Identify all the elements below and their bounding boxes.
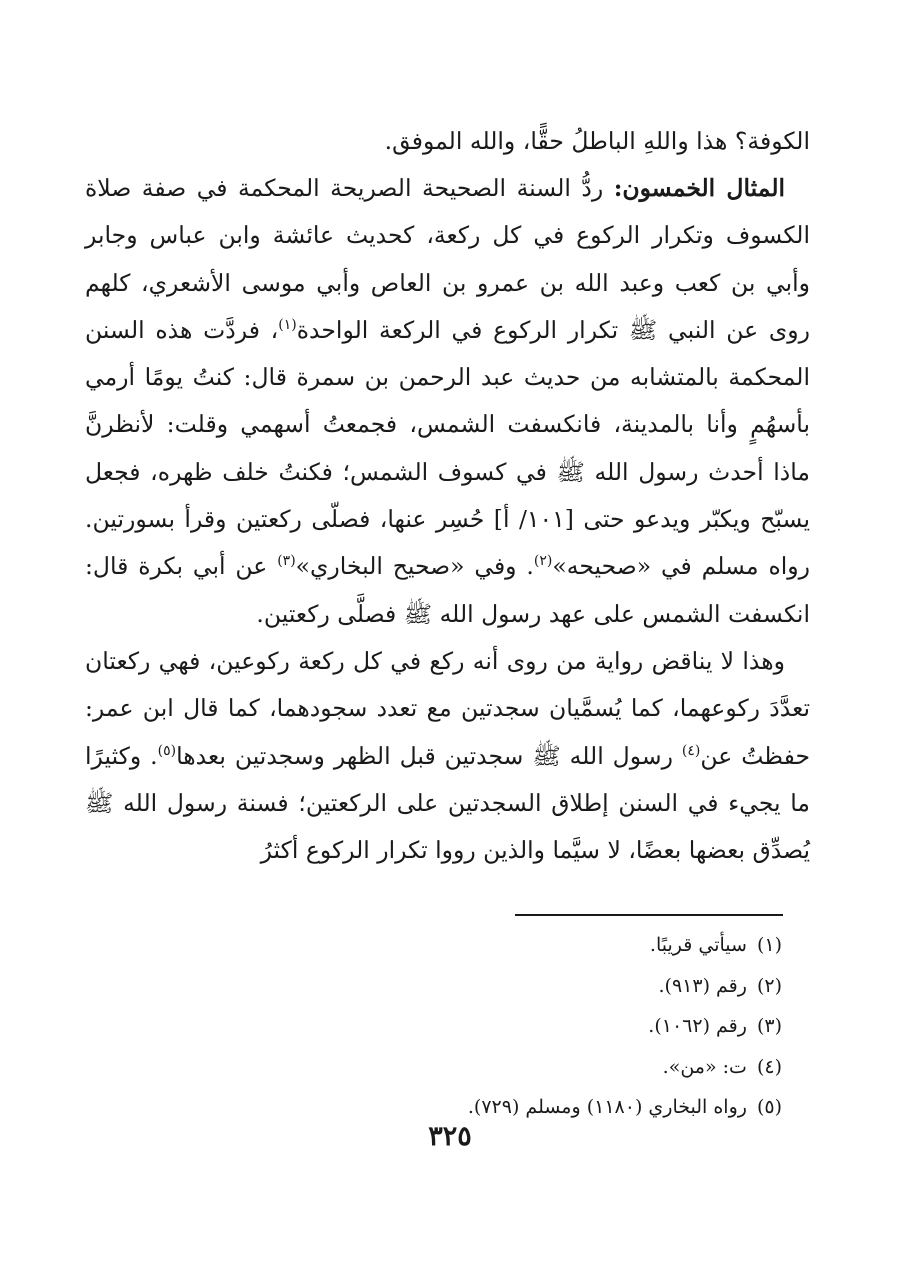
paragraph-3-part-3: . وكثيرًا ما يجيء في السنن إطلاق السجدتين على الركعتين؛ فسنة رسول الله ﷺ يُصدِّق بعضها بعضًا، لا سيَّما والذين رووا تكرار الركوع أكثرُ	[85, 741, 810, 865]
footnote-number: (٣)	[756, 1015, 782, 1037]
page-number: ٣٢٥	[428, 1121, 472, 1152]
paragraph-2-part-4: عن أبي بكرة قال: انكسفت الشمس على عهد رسول الله ﷺ فصلَّى ركعتين.	[85, 552, 810, 628]
footnote-text: رقم (٩١٣).	[658, 974, 747, 997]
footnote-ref-2[interactable]: (٢)	[533, 553, 553, 570]
paragraph-2-part-1: ردُّ السنة الصحيحة الصريحة المحكمة في صفة صلاة الكسوف وتكرار الركوع في كل ركعة، كحديث عائشة وابن عباس وجابر وأبي بن كعب وعبد الله بن عمرو بن العاص وأبي موسى الأشعري، كلهم روى عن النبي ﷺ تكرار الركوع في الركعة الواحدة	[85, 174, 810, 344]
footnote-divider	[515, 914, 783, 916]
footnote-ref-4[interactable]: (٤)	[681, 742, 701, 759]
footnote-text: سيأتي قريبًا.	[649, 934, 747, 956]
paragraph-continuation	[85, 118, 810, 165]
footnote-number: (٥)	[756, 1096, 782, 1118]
paragraph-explanation	[85, 638, 810, 874]
footnote-number: (١)	[756, 934, 782, 956]
paragraph-1-text: الكوفة؟ هذا واللهِ الباطلُ حقًّا، والله الموفق.	[384, 127, 810, 155]
paragraph-2-part-2: ، فردَّت هذه السنن المحكمة بالمتشابه من حديث عبد الرحمن بن سمرة قال: كنتُ يومًا أرمي بأسهُمٍ وأنا بالمدينة، فانكسفت الشمس، فجمعتُ أسهمي وقلت: لأنظرنَّ ماذا أحدث رسول الله ﷺ في كسوف الشمس؛ فكنتُ خلف ظهره، فجعل يسبّح ويكبّر ويدعو حتى [١٠١/ أ] حُسِر عنها، فصلّى ركعتين وقرأ بسورتين. رواه مسلم في «صحيحه»	[85, 315, 810, 581]
paragraph-3-part-1: وهذا لا يناقض رواية من روى أنه ركع في كل ركعة ركوعين، فهي ركعتان تعدَّدَ ركوعهما، كما يُسمَّيان سجدتين مع تعدد سجودهما، كما قال ابن عمر: حفظتُ عن	[85, 647, 810, 770]
footnote-text: رقم (١٠٦٢).	[648, 1015, 747, 1037]
footnote-text: ت: «من».	[662, 1055, 747, 1078]
paragraph-example-fifty	[85, 165, 810, 638]
footnote-item	[382, 925, 782, 966]
footnote-number: (٤)	[756, 1055, 782, 1078]
footnote-item	[382, 966, 782, 1007]
footnote-item	[382, 1006, 782, 1047]
footnote-item	[382, 1047, 782, 1088]
footnote-text: رواه البخاري (١١٨٠) ومسلم (٧٢٩).	[467, 1096, 747, 1118]
example-heading: المثال الخمسون:	[613, 174, 786, 202]
paragraph-2-part-3: . وفي «صحيح البخاري»	[295, 552, 534, 581]
paragraph-3-part-2: رسول الله ﷺ سجدتين قبل الظهر وسجدتين بعدها	[176, 741, 682, 770]
footnotes-section	[382, 925, 782, 1128]
footnote-number: (٢)	[756, 974, 782, 997]
footnote-ref-1[interactable]: (١)	[278, 317, 297, 334]
footnote-ref-5[interactable]: (٥)	[157, 742, 177, 759]
footnote-ref-3[interactable]: (٣)	[277, 553, 296, 570]
